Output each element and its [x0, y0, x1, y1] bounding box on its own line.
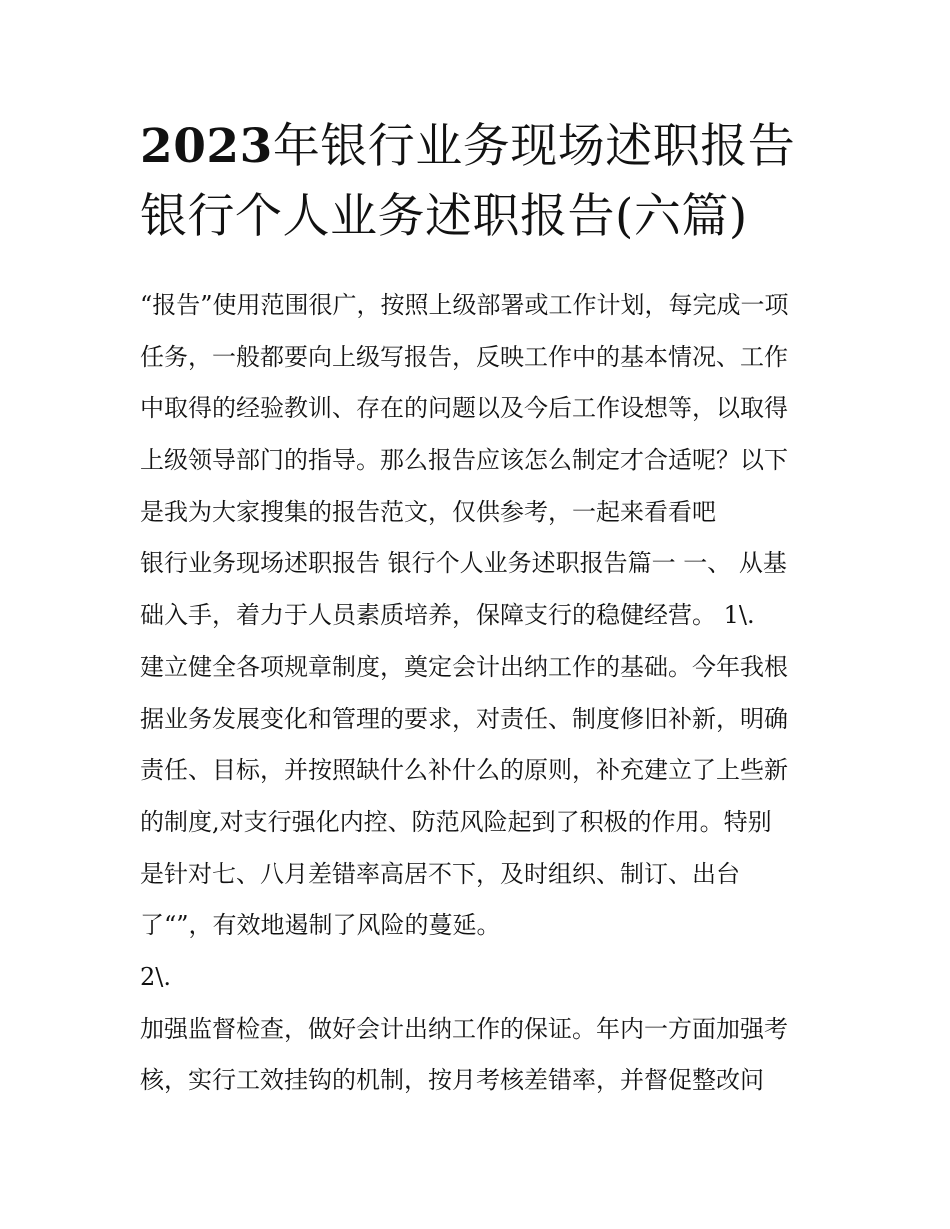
body-line: “报告”使用范围很广，按照上级部署或工作计划，每完成一项 [140, 291, 789, 319]
body-line: 2\. [140, 962, 171, 991]
title-year: 2023 [140, 119, 273, 174]
body-line: 是针对七、八月差错率高居不下，及时组织、制订、出台 [140, 859, 740, 888]
body-line: 银行业务现场述职报告 银行个人业务述职报告篇一 一、 从基 [140, 549, 787, 578]
body-line: 建立健全各项规章制度，奠定会计出纳工作的基础。今年我根 [140, 652, 788, 681]
body-line: 础入手，着力于人员素质培养，保障支行的稳健经营。 1\. [140, 601, 755, 630]
body-line: 是我为大家搜集的报告范文，仅供参考，一起来看看吧 [140, 497, 716, 526]
title-line-1 [140, 112, 840, 182]
title-line-1-text: 年银行业务现场述职报告 [272, 119, 796, 174]
body-line: 中取得的经验教训、存在的问题以及今后工作设想等，以取得 [140, 394, 788, 423]
body-line: 了“”，有效地遏制了风险的蔓延。 [140, 911, 501, 940]
body-line: 的制度,对支行强化内控、防范风险起到了积极的作用。特别 [140, 807, 772, 836]
body-line: 据业务发展变化和管理的要求，对责任、制度修旧补新，明确 [140, 704, 788, 733]
body-line: 上级领导部门的指导。那么报告应该怎么制定才合适呢？以下 [140, 446, 788, 475]
document-body [140, 280, 820, 1107]
body-line: 加强监督检查，做好会计出纳工作的保证。年内一方面加强考 [140, 1014, 788, 1043]
body-line: 任务，一般都要向上级写报告，反映工作中的基本情况、工作 [140, 342, 788, 371]
body-line: 责任、目标，并按照缺什么补什么的原则，补充建立了上些新 [140, 756, 788, 785]
body-line: 核，实行工效挂钩的机制，按月考核差错率，并督促整改问 [140, 1066, 764, 1095]
document-title [140, 112, 840, 252]
title-line-2: 银行个人业务述职报告(六篇) [140, 189, 748, 244]
